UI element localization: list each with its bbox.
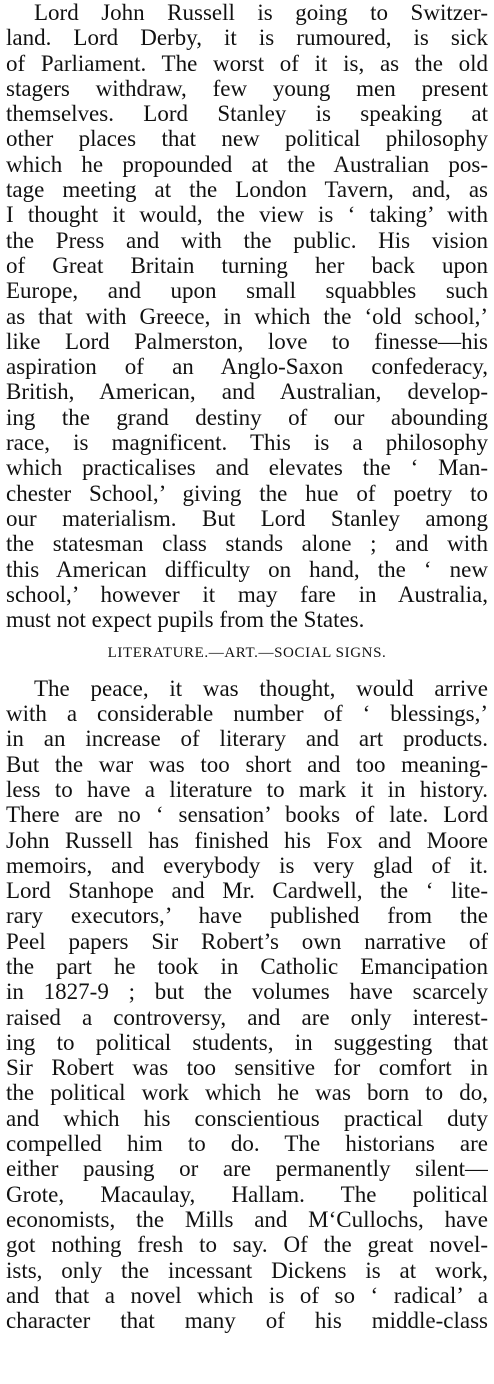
text-line: other places that new political philosophy — [6, 126, 488, 152]
newspaper-column — [6, 0, 488, 1333]
text-line: in 1827-9 ; but the volumes have scarcely — [6, 979, 488, 1005]
text-line: land. Lord Derby, it is rumoured, is sick — [6, 25, 488, 51]
text-line: aspiration of an Anglo-Saxon confederacy, — [6, 354, 488, 380]
text-line: stagers withdraw, few young men present — [6, 75, 488, 101]
text-line: our materialism. But Lord Stanley among — [6, 505, 488, 531]
text-line: which he propounded at the Australian pos- — [6, 151, 488, 177]
text-line: ists, only the incessant Dickens is at work, — [6, 1257, 488, 1283]
text-line: the part he took in Catholic Emancipation — [6, 953, 488, 979]
text-line: and that a novel which is of so ‘ radical’ a — [6, 1282, 488, 1308]
text-line: tage meeting at the London Tavern, and, as — [6, 177, 488, 203]
text-line: John Russell has finished his Fox and Moore — [6, 827, 488, 853]
text-line: ing the grand destiny of our abounding — [6, 404, 488, 430]
text-line: Sir Robert was too sensitive for comfort in — [6, 1055, 488, 1081]
text-line: in an increase of literary and art products. — [6, 726, 488, 752]
text-line: with a considerable number of ‘ blessings,’ — [6, 701, 488, 727]
text-line: must not expect pupils from the States. — [6, 607, 365, 633]
text-line: rary executors,’ have published from the — [6, 903, 488, 929]
text-line: ing to political students, in suggesting that — [6, 1029, 488, 1055]
text-line: this American difficulty on hand, the ‘ new — [6, 556, 488, 582]
text-line: got nothing fresh to say. Of the great novel- — [6, 1232, 488, 1258]
text-line: There are no ‘ sensation’ books of late. Lord — [6, 802, 488, 828]
text-line: less to have a literature to mark it in history. — [6, 776, 488, 802]
text-line: themselves. Lord Stanley is speaking at — [6, 101, 488, 127]
text-line: school,’ however it may fare in Australia, — [6, 581, 488, 607]
paragraph-politics — [6, 0, 488, 632]
text-line: raised a controversy, and are only interest- — [6, 1004, 488, 1030]
text-line: Grote, Macaulay, Hallam. The political — [6, 1181, 488, 1207]
text-line: like Lord Palmerston, love to finesse—his — [6, 328, 488, 354]
text-line: of Parliament. The worst of it is, as the old — [6, 50, 488, 76]
text-line: the statesman class stands alone ; and with — [6, 531, 488, 557]
paragraph-literature — [6, 676, 488, 1334]
text-line: as that with Greece, in which the ‘old school,’ — [6, 303, 488, 329]
text-line: which practicalises and elevates the ‘ Man- — [6, 455, 488, 481]
text-line: The peace, it was thought, would arrive — [34, 675, 488, 701]
text-line: compelled him to do. The historians are — [6, 1131, 488, 1157]
text-line: economists, the Mills and M‘Cullochs, have — [6, 1206, 488, 1232]
text-line: character that many of his middle-class — [6, 1308, 488, 1334]
text-line: memoirs, and everybody is very glad of it. — [6, 852, 488, 878]
text-line: chester School,’ giving the hue of poetry to — [6, 480, 488, 506]
text-line: the Press and with the public. His vision — [6, 227, 488, 253]
text-line: the political work which he was born to do, — [6, 1080, 488, 1106]
text-line: Peel papers Sir Robert’s own narrative of — [6, 928, 488, 954]
text-line: Europe, and upon small squabbles such — [6, 278, 488, 304]
text-line: either pausing or are permanently silent— — [6, 1156, 488, 1182]
text-line: of Great Britain turning her back upon — [6, 252, 488, 278]
text-line: Lord Stanhope and Mr. Cardwell, the ‘ lite- — [6, 878, 488, 904]
text-line: race, is magnificent. This is a philosophy — [6, 430, 488, 456]
text-line: But the war was too short and too meaning- — [6, 751, 488, 777]
text-line: and which his conscientious practical duty — [6, 1105, 488, 1131]
text-line: Lord John Russell is going to Switzer- — [34, 0, 488, 25]
text-line: I thought it would, the view is ‘ taking’ with — [6, 202, 488, 228]
text-line: British, American, and Australian, develop- — [6, 379, 488, 405]
section-heading: LITERATURE.—ART.—SOCIAL SIGNS. — [107, 645, 387, 662]
